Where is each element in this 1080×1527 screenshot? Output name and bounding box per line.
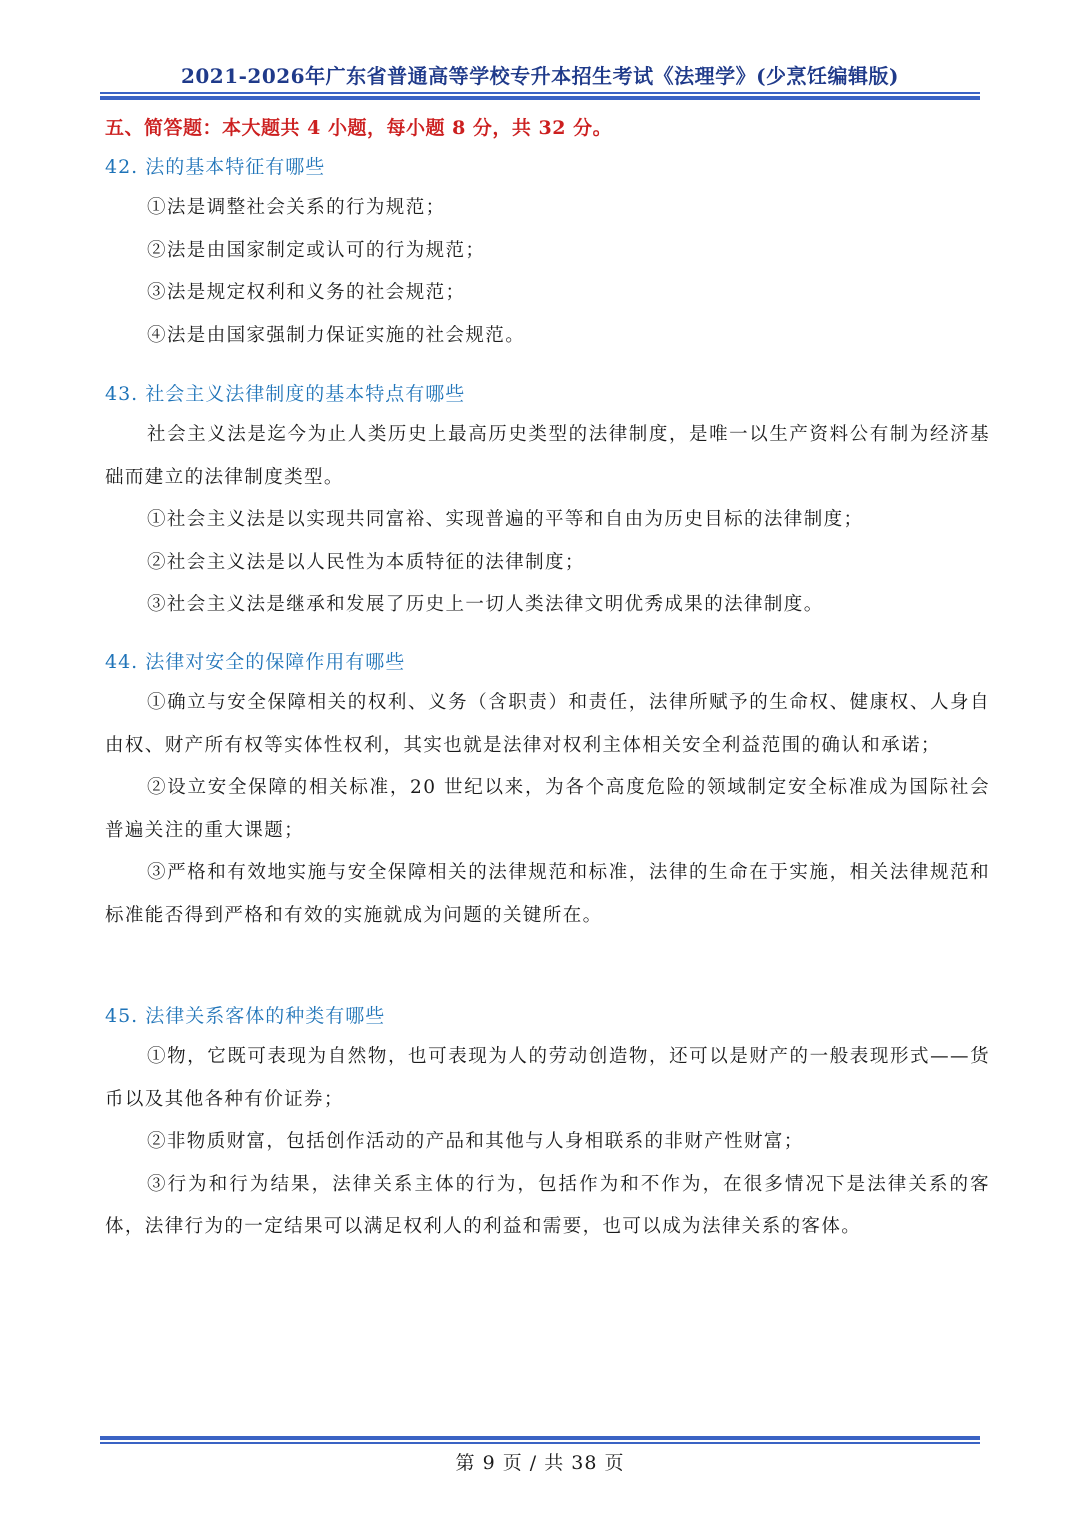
answer-paragraph: ②设立安全保障的相关标准，20 世纪以来，为各个高度危险的领域制定安全标准成为国际社会普遍关注的重大课题； xyxy=(105,777,990,841)
answer-paragraph: ②非物质财富，包括创作活动的产品和其他与人身相联系的非财产性财富； xyxy=(147,1131,804,1152)
answer-paragraph: ①社会主义法是以实现共同富裕、实现普遍的平等和自由为历史目标的法律制度； xyxy=(147,509,864,530)
header-rule-thick xyxy=(100,96,980,100)
answer-paragraph: ②法是由国家制定或认可的行为规范； xyxy=(147,239,486,261)
answer-paragraph: ③社会主义法是继承和发展了历史上一切人类法律文明优秀成果的法律制度。 xyxy=(147,594,824,615)
answer-paragraph: ④法是由国家强制力保证实施的社会规范。 xyxy=(147,324,526,346)
answer-paragraph: ②社会主义法是以人民性为本质特征的法律制度； xyxy=(147,551,585,573)
section-heading: 五、简答题：本大题共 4 小题，每小题 8 分，共 32 分。 xyxy=(105,117,613,139)
question-44 xyxy=(105,642,990,937)
question-43 xyxy=(105,374,990,627)
answer-paragraph: ③法是规定权利和义务的社会规范； xyxy=(147,282,466,303)
question-title: 42. 法的基本特征有哪些 xyxy=(105,156,326,178)
answer-paragraph: ③严格和有效地实施与安全保障相关的法律规范和标准，法律的生命在于实施，相关法律规范和标准能否得到严格和有效的实施就成为问题的关键所在。 xyxy=(105,862,990,926)
answer-paragraph: ①物，它既可表现为自然物，也可表现为人的劳动创造物，还可以是财产的一般表现形式——货币以及其他各种有价证券； xyxy=(105,1046,990,1110)
question-title: 44. 法律对安全的保障作用有哪些 xyxy=(105,651,406,673)
answer-paragraph: 社会主义法是迄今为止人类历史上最高历史类型的法律制度，是唯一以生产资料公有制为经济基础而建立的法律制度类型。 xyxy=(105,424,990,488)
question-title: 45. 法律关系客体的种类有哪些 xyxy=(105,1005,386,1027)
footer-rule-thin xyxy=(100,1442,980,1444)
document-header-title: 2021-2026年广东省普通高等学校专升本招生考试《法理学》(少烹饪编辑版) xyxy=(180,64,900,88)
question-title: 43. 社会主义法律制度的基本特点有哪些 xyxy=(105,383,466,405)
page-number: 第 9 页 / 共 38 页 xyxy=(455,1452,625,1474)
question-42 xyxy=(105,147,990,357)
footer-rule-thick xyxy=(100,1436,980,1440)
answer-paragraph: ③行为和行为结果，法律关系主体的行为，包括作为和不作为，在很多情况下是法律关系的客体，法律行为的一定结果可以满足权利人的利益和需要，也可以成为法律关系的客体。 xyxy=(105,1173,990,1237)
header-rule-thin xyxy=(100,92,980,94)
answer-paragraph: ①确立与安全保障相关的权利、义务（含职责）和责任，法律所赋予的生命权、健康权、人身自由权、财产所有权等实体性权利，其实也就是法律对权利主体相关安全利益范围的确认和承诺； xyxy=(105,692,990,756)
answer-paragraph: ①法是调整社会关系的行为规范； xyxy=(147,197,446,218)
question-45 xyxy=(105,996,990,1249)
